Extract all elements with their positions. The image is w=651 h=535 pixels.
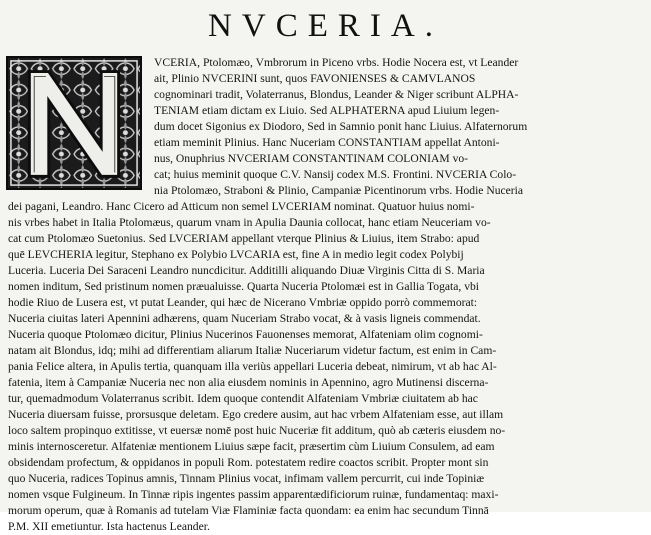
text-line: dum docet Sigonius ex Diodoro, Sed in Samnio ponit hanc Liuius. Alfaternorum — [154, 120, 528, 133]
text-line: cat; huius meminit quoque C.V. Nansij codex M.S. Frontini. NVCERIA Colo- — [154, 168, 517, 181]
text-line: Nuceria diuersam fuisse, prorsusque deletam. Ego credere ausim, aut hac vrbem Alfateniam esse, aut illam — [8, 408, 504, 421]
text-line: nis vrbes habet in Italia Ptolomæus, quarum vnam in Apulia Daunia collocat, hanc etiam Neuceriam vo- — [8, 216, 491, 229]
text-line: quo Nuceria, radices Topinus amnis, Tinnam Plinius vocat, infimam vallem percurrit, cui inde Topiniæ — [8, 472, 485, 485]
text-line: nia Ptolomæo, Straboni & Plinio, Campaniæ Picentinorum vrbs. Hodie Nuceria — [154, 184, 524, 197]
text-line: nomen vsque Fulgineum. In Tinnæ ripis ingentes passim apparentædificiorum ruinæ, fundamentaq: maxi- — [8, 488, 499, 501]
body-text — [8, 55, 639, 535]
text-line: hodie Riuo de Lusera est, vt putat Leander, qui hæc de Nicerano Vmbriæ oppido porrò commemorat: — [8, 296, 478, 309]
text-line: Luceria. Luceria Dei Saraceni Leandro nuncdicitur. Additilli aliquando Diuæ Virginis Citta di S. Maria — [8, 264, 485, 277]
text-line: minis internosceretur. Alfateniæ mentionem Liuius sæpe facit, præsertim cùm Liuium Consulem, ad eam — [8, 440, 495, 453]
text-line: tur, quemadmodum Volaterranus scribit. Idem quoque contendit Alfateniam Vmbriæ ciuitatem ab hac — [8, 392, 478, 405]
text-line: nus, Onuphrius NVCERIAM CONSTANTINAM COLONIAM vo- — [154, 152, 469, 165]
text-line: obsidendam profectum, & oppidanos in populi Rom. potestatem redire coactos scribit. Propter mont sin — [8, 456, 489, 469]
text-line: ait, Plinio NVCERINI sunt, quos FAVONIENSES & CAMVLANOS — [154, 72, 476, 85]
text-line: nomen inditum, Sed pristinum nomen præualuisse. Quarta Nuceria Ptolomæi est in Gallia Togata, vbi — [8, 280, 480, 293]
text-line: VCERIA, Ptolomæo, Vmbrorum in Piceno vrbs. Hodie Nocera est, vt Leander — [154, 56, 519, 69]
text-line: loco saltem propinquo extitisse, vt euersæ nomē post huic Nuceriæ fit additum, quò ab cæteris eiusdem no- — [8, 424, 506, 437]
text-line: etiam meminit Plinius. Hanc Nuceriam CONSTANTIAM appellat Antoni- — [154, 136, 500, 149]
text-line: dei pagani, Leandro. Hanc Cicero ad Atticum non semel LVCERIAM nominat. Quatuor huius nomi- — [8, 200, 475, 213]
page-title: NVCERIA. — [208, 8, 443, 44]
text-line: quē LEVCHERIA legitur, Stephano ex Polybio LVCARIA est, fine A in medio legit codex Polybij — [8, 248, 464, 261]
text-line: TENIAM etiam dictam ex Liuio. Sed ALPHATERNA apud Liuium legen- — [154, 104, 500, 117]
text-line: fatenia, item à Campaniæ Nuceria nec non alia eiusdem nominis in Apennino, agro Mutinensi discerna- — [8, 376, 489, 389]
text-line: P.M. XII emetiuntur. Ista hactenus Leander. — [8, 520, 210, 533]
text-line: natam ait Blondus, idq; mihi ad differentiam aliarum Italiæ Nuceriarum videtur factum, est enim in Cam- — [8, 344, 497, 357]
text-line: cognominari tradit, Volaterranus, Blondus, Leander & Niger scribunt ALPHA- — [154, 88, 519, 101]
text-line: cat cum Ptolomæo Suetonius. Sed LVCERIAM appellant vterque Plinius & Liuius, item Strabo: apud — [8, 232, 480, 245]
text-line: pania Felice altera, in Apulis tertia, quanquam illa veriùs appellari Luceria debeat, nimirum, vt ab hac Al- — [8, 360, 497, 373]
text-line: Nuceria quoque Ptolomæo dicitur, Plinius Nucerinos Fauonenses memorat, Alfateniam olim cognomi- — [8, 328, 483, 341]
text-line: morum operum, quæ à Romanis ad tutelam Viæ Flaminiæ facta quondam: ea enim hac secundum Tinnā — [8, 504, 489, 517]
text-line: Nuceria ciuitas lateri Apennini adhærens, quam Nuceriam Strabo vocat, & à vasis ligneis commendat. — [8, 312, 481, 325]
